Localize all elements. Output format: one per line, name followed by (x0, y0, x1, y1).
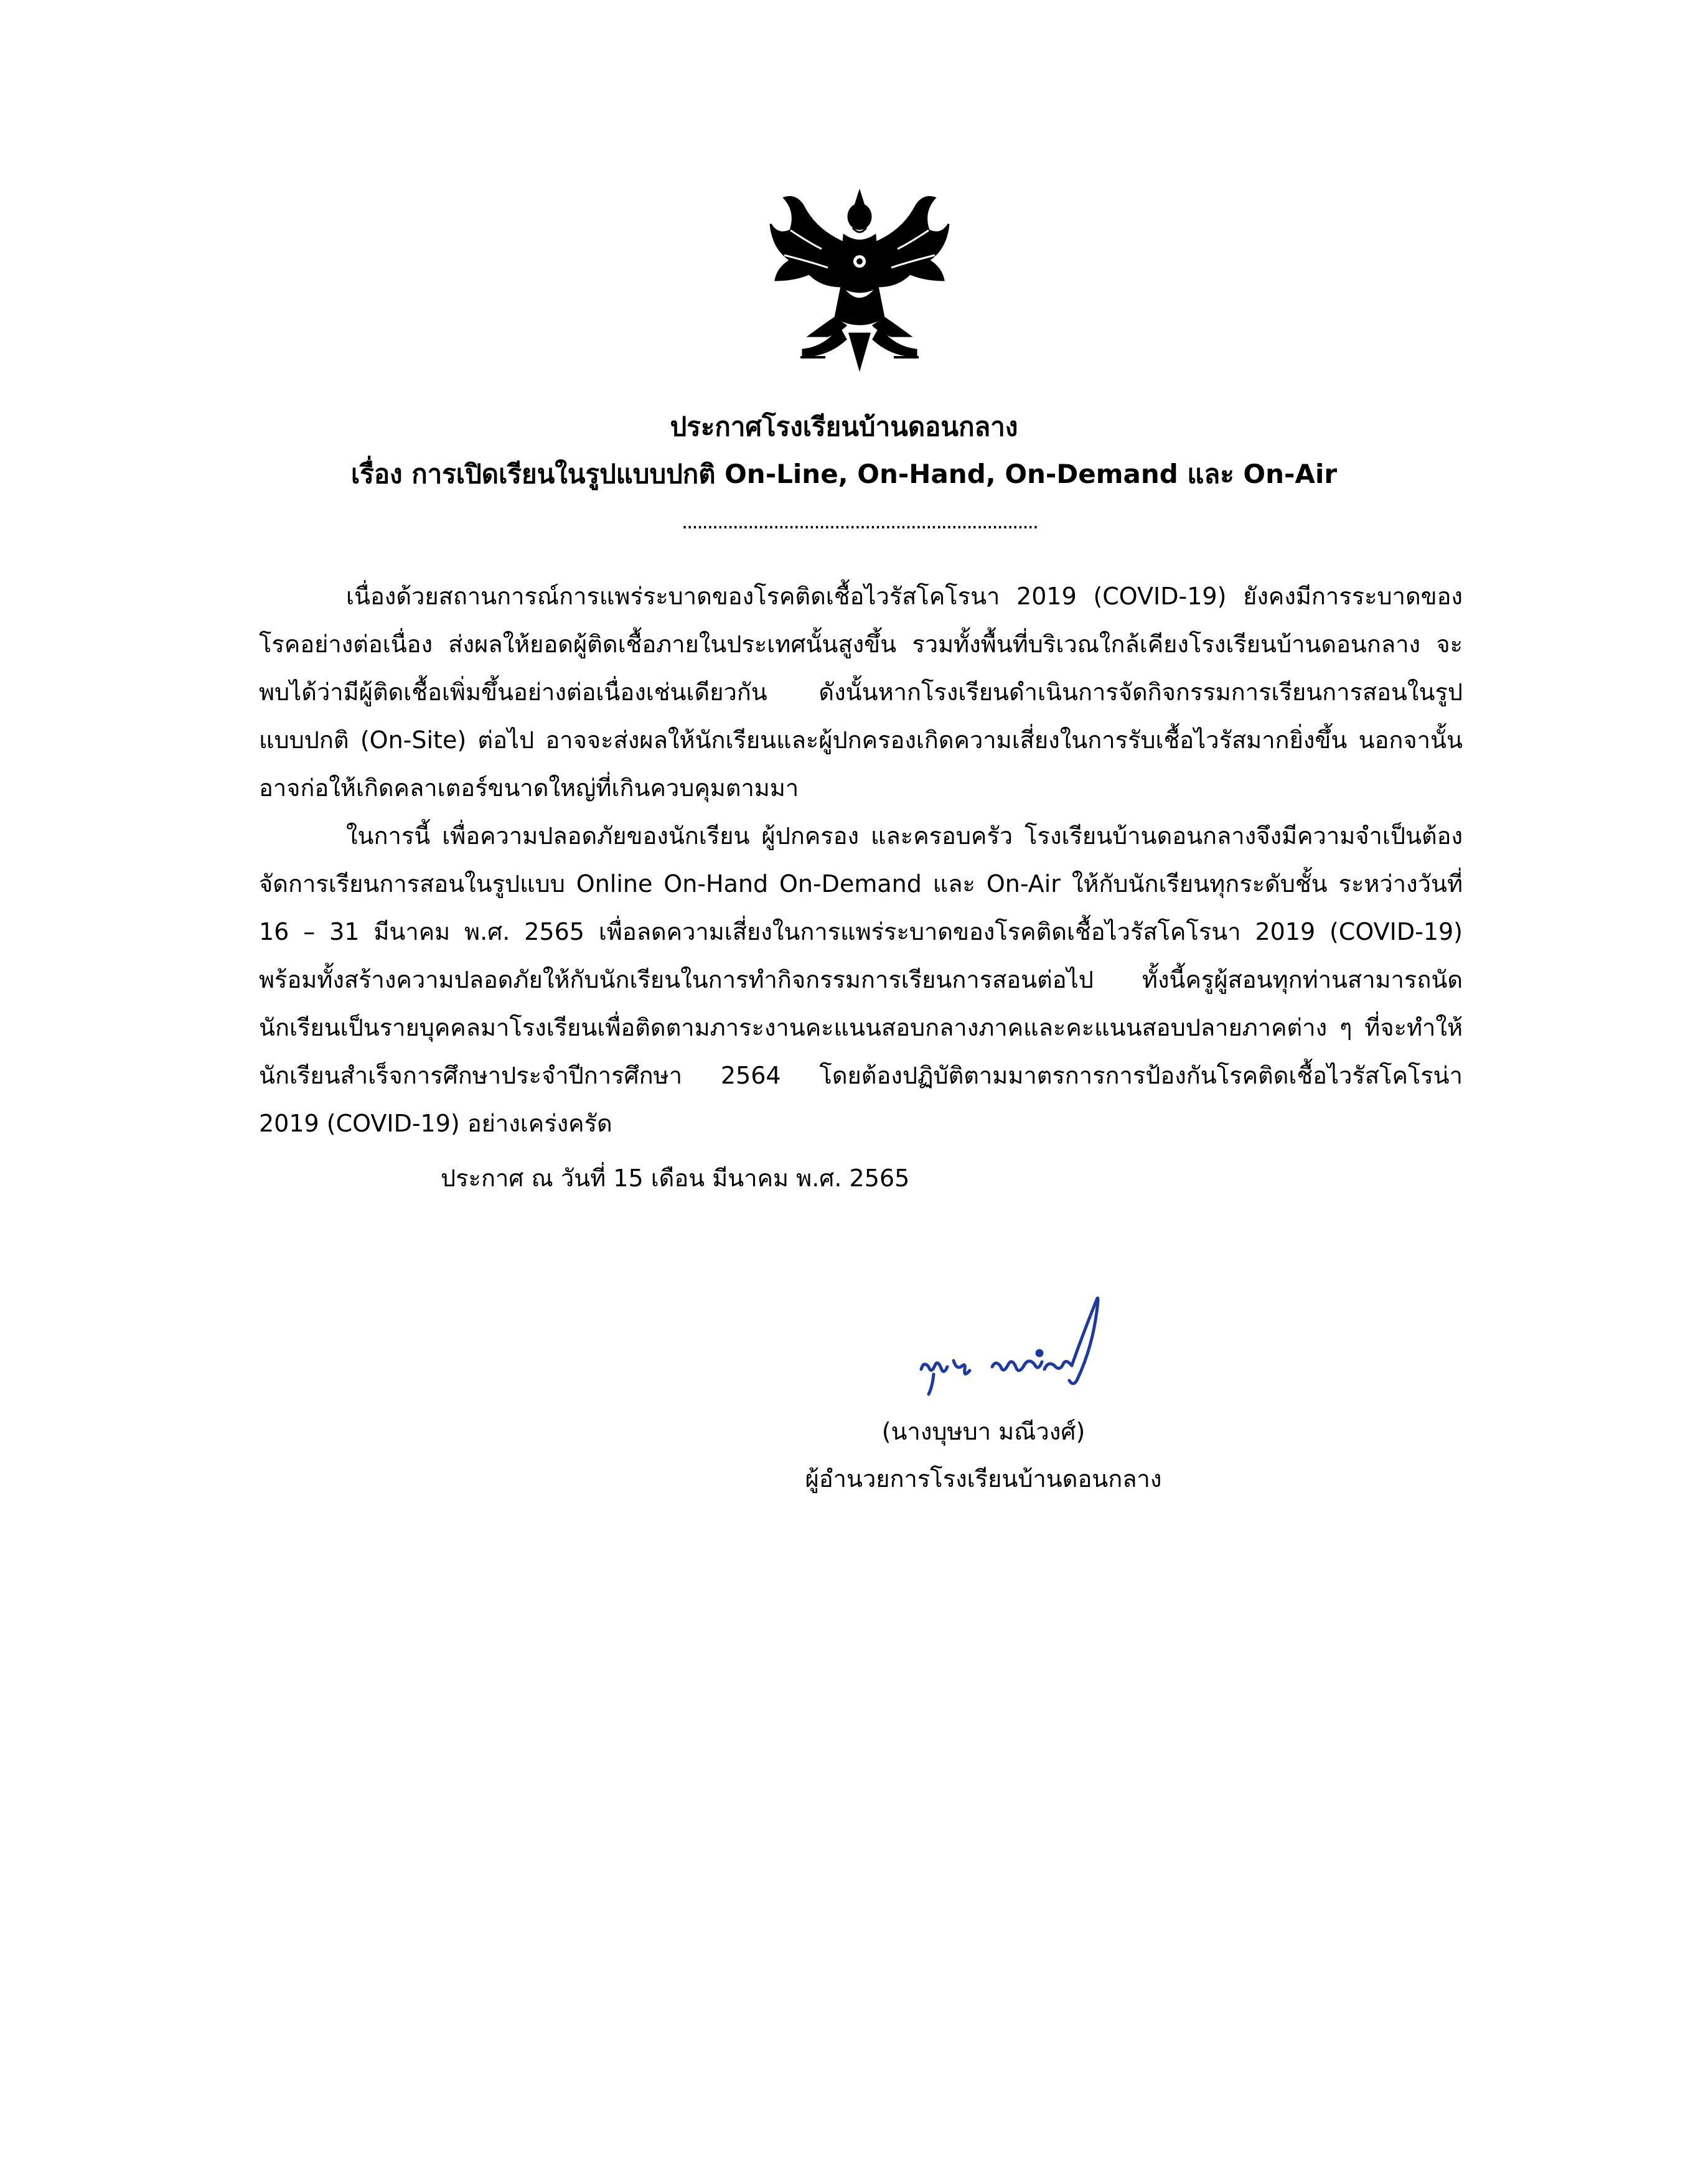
signer-position: ผู้อำนวยการโรงเรียนบ้านดอนกลาง (805, 1465, 1162, 1493)
signature (910, 1287, 1115, 1405)
subject-line: เรื่อง การเปิดเรียนในรูปแบบปกติ On-Line, On-Hand, On-Demand และ On-Air (350, 459, 1338, 489)
garuda-emblem-icon (766, 187, 954, 373)
separator-line: ...................................................................... (681, 512, 1038, 532)
signer-name: (นางบุษบา มณีวงศ์) (881, 1418, 1085, 1445)
announced-date: ประกาศ ณ วันที่ 15 เดือน มีนาคม พ.ศ. 2565 (441, 1165, 910, 1192)
paragraph-1: เนื่องด้วยสถานการณ์การแพร่ระบาดของโรคติดเชื้อไวรัสโคโรนา 2019 (COVID-19) ยังคงมีการระบาดของโรคอย่างต่อเนื่อง ส่งผลให้ยอดผู้ติดเชื้อภายในประเทศนั้นสูงขึ้น รวมทั้งพื้นที่บริเวณใกล้เคียงโรงเรียนบ้านดอนกลาง จะพบได้ว่ามีผู้ติดเชื้อเพิ่มขึ้นอย่างต่อเนื่องเช่นเดียวกัน ดังนั้นหากโรงเรียนดำเนินการจัดกิจกรรมการเรียนการสอนในรูปแบบปกติ (On-Site) ต่อไป อาจจะส่งผลให้นักเรียนและผู้ปกครองเกิดความเสี่ยงในการรับเชื้อไวรัสมากยิ่งขึ้น นอกจานั้นอาจก่อให้เกิดคลาเตอร์ขนาดใหญ่ที่เกินควบคุมตามมา (259, 583, 1463, 802)
announcement-title: ประกาศโรงเรียนบ้านดอนกลาง (670, 411, 1018, 442)
paragraph-2: ในการนี้ เพื่อความปลอดภัยของนักเรียน ผู้ปกครอง และครอบครัว โรงเรียนบ้านดอนกลางจึงมีความจำเป็นต้องจัดการเรียนการสอนในรูปแบบ Online On-Hand On-Demand และ On-Air ให้กับนักเรียนทุกระดับชั้น ระหว่างวันที่ 16 – 31 มีนาคม พ.ศ. 2565 เพื่อลดความเสี่ยงในการแพร่ระบาดของโรคติดเชื้อไวรัสโคโรนา 2019 (COVID-19) พร้อมทั้งสร้างความปลอดภัยให้กับนักเรียนในการทำกิจกรรมการเรียนการสอนต่อไป ทั้งนี้ครูผู้สอนทุกท่านสามารถนัดนักเรียนเป็นรายบุคคลมาโรงเรียนเพื่อติดตามภาระงานคะแนนสอบกลางภาคและคะแนนสอบปลายภาคต่าง ๆ ที่จะทำให้นักเรียนสำเร็จการศึกษาประจำปีการศึกษา 2564 โดยต้องปฏิบัติตามมาตรการการป้องกันโรคติดเชื้อไวรัสโคโรน่า 2019 (COVID-19) อย่างเคร่งครัด (259, 822, 1463, 1137)
body-text (259, 573, 1463, 1148)
